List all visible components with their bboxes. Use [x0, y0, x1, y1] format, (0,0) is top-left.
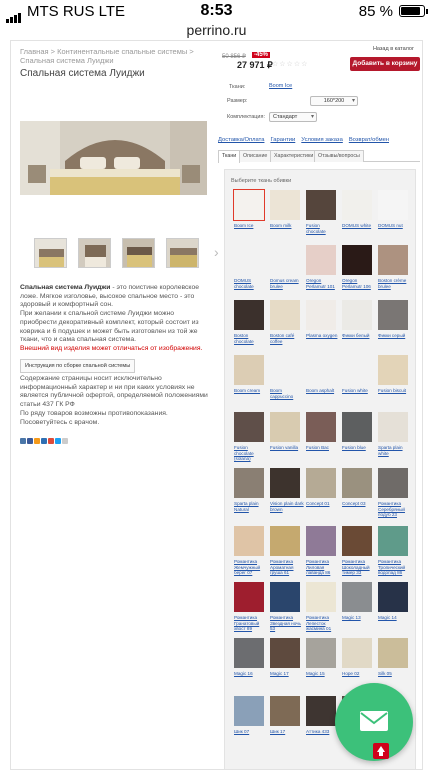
- fabric-swatch[interactable]: [234, 468, 264, 498]
- fabric-swatch[interactable]: [270, 696, 300, 726]
- fabric-swatch-name[interactable]: Шик 17: [270, 729, 286, 734]
- fabric-swatch-name[interactable]: Fusion white: [342, 388, 368, 393]
- product-main-image[interactable]: [20, 121, 207, 195]
- fabric-swatch[interactable]: [234, 190, 264, 220]
- delivery-link[interactable]: Доставка/Оплата: [218, 137, 265, 143]
- fabric-swatch[interactable]: [234, 696, 264, 726]
- fabric-swatch[interactable]: [306, 526, 336, 556]
- fabric-swatch[interactable]: [306, 696, 336, 726]
- fabric-swatch-name[interactable]: Boom cream: [234, 388, 261, 393]
- clock: 8:53: [200, 2, 233, 19]
- vk-icon[interactable]: [20, 438, 26, 444]
- thumbnail-3[interactable]: [122, 238, 155, 268]
- fabric-label: Ткани:: [229, 84, 246, 90]
- battery-level: [401, 7, 420, 15]
- fabric-swatch[interactable]: [306, 245, 336, 275]
- fabric-swatch-name[interactable]: Романтика Жемчужный берег 07: [234, 559, 261, 575]
- fabric-swatch-name[interactable]: Concept 01: [306, 501, 330, 506]
- fabric-swatch[interactable]: [234, 582, 264, 612]
- fabric-swatch[interactable]: [270, 526, 300, 556]
- fabric-swatch[interactable]: [306, 300, 336, 330]
- returns-link[interactable]: Возврат/обмен: [348, 137, 389, 143]
- fabric-swatch-name[interactable]: Boston chocolate: [234, 333, 254, 344]
- rating-stars[interactable]: ☆☆☆☆☆: [272, 61, 309, 68]
- fabric-swatch-name[interactable]: Романтика Звездная ночь 53: [270, 615, 301, 631]
- fabric-swatch-name[interactable]: Boom Ice: [234, 223, 254, 228]
- scroll-to-top-button[interactable]: [373, 743, 389, 759]
- thumbnail-strip: [34, 238, 219, 268]
- size-select[interactable]: 160*200 ▾: [310, 96, 358, 106]
- fabric-swatch[interactable]: [234, 526, 264, 556]
- breadcrumb[interactable]: Главная > Континентальные спальные системы > Спальная система Луиджи: [20, 47, 194, 65]
- fabric-swatch-name[interactable]: Boom cappuccino: [270, 388, 294, 399]
- fabric-swatch-name[interactable]: Vision plain dark brown: [270, 501, 304, 512]
- purchase-column: [215, 41, 423, 770]
- fabric-swatch-name[interactable]: Magic 14: [378, 615, 397, 620]
- fabric-swatch-name[interactable]: Романтика Лепесток жасмина 01: [306, 615, 332, 631]
- twitter-icon[interactable]: [55, 438, 61, 444]
- fabric-swatch-name[interactable]: Романтика Тропический водопад 86: [378, 559, 406, 575]
- fabric-swatch[interactable]: [234, 638, 264, 668]
- page-title: Спальная система Луиджи: [20, 68, 145, 79]
- fabric-swatch[interactable]: [270, 245, 300, 275]
- fabric-swatch-name[interactable]: Magic 13: [342, 615, 361, 620]
- fabric-swatch[interactable]: [378, 245, 408, 275]
- fabric-swatch[interactable]: [306, 355, 336, 385]
- config-label: Комплектация:: [227, 114, 266, 120]
- info-links: [218, 137, 420, 143]
- fabric-swatch[interactable]: [234, 355, 264, 385]
- fabric-swatch-name[interactable]: Фикки серый: [378, 333, 406, 338]
- product-tabs: [218, 149, 420, 162]
- fabric-swatch[interactable]: [378, 638, 408, 668]
- thumbnail-4[interactable]: [166, 238, 199, 268]
- fabric-swatch[interactable]: [270, 355, 300, 385]
- fabric-swatch-name[interactable]: Hope 02: [342, 671, 360, 676]
- fabric-swatch[interactable]: [270, 468, 300, 498]
- legal-notice: Содержание страницы носит исключительно информационный характер и ни при каких условиях не является публичной офертой, определяемой положениями статьи 437 ГК РФ По ряду товаров возможны противопоказания. Посоветуйтесь с врачом.: [20, 375, 208, 426]
- fabric-swatch-name[interactable]: Boston crème brulee: [378, 278, 407, 289]
- tab-specs[interactable]: Характеристики: [270, 150, 317, 162]
- page: [10, 40, 423, 770]
- warranty-link[interactable]: Гарантии: [270, 137, 296, 143]
- chevron-right-icon[interactable]: ›: [214, 244, 219, 260]
- fabric-swatch-name[interactable]: Фикки белый: [342, 333, 370, 338]
- fabric-swatch-name[interactable]: Fusion biscuit: [378, 388, 407, 393]
- fabric-swatch-name[interactable]: Романтика Серебряный подуб 23: [378, 501, 405, 517]
- fabric-swatch[interactable]: [270, 582, 300, 612]
- product-description: [20, 284, 210, 373]
- fabric-swatch[interactable]: [378, 300, 408, 330]
- tab-reviews[interactable]: Отзывы/вопросы: [314, 150, 364, 162]
- envelope-icon: [359, 710, 389, 732]
- description-lead: - это поистине королевское ложе. Мягкое изголовье, высокое спальное место - это здоровый и комфортный сон.: [20, 284, 200, 309]
- google-plus-icon[interactable]: [48, 438, 54, 444]
- config-select[interactable]: Стандарт ▾: [269, 112, 317, 122]
- fabric-swatch-name[interactable]: Magic 16: [234, 671, 253, 676]
- fabric-swatch[interactable]: [234, 412, 264, 442]
- description-body: При желании к спальной системе Луиджи можно приобрести декоративный комплект, который состоит из коврика и 6 подушек и может быть изготовлен из той же ткани, что и сама спальная система.: [20, 310, 199, 344]
- facebook-icon[interactable]: [27, 438, 33, 444]
- fabric-swatch-name[interactable]: Boston café coffee: [270, 333, 295, 344]
- fabric-swatch[interactable]: [306, 412, 336, 442]
- fabric-swatch-name[interactable]: Plasma oxygen: [306, 333, 338, 338]
- tab-fabrics[interactable]: Ткани: [218, 150, 240, 163]
- price: 27 971 ₽: [237, 60, 273, 70]
- fabric-swatch-name[interactable]: DOMUS chocolate: [234, 278, 254, 289]
- carrier-label: MTS RUS LTE: [27, 3, 126, 20]
- fabric-swatch-name[interactable]: Шик 07: [234, 729, 250, 734]
- fabric-swatch-name[interactable]: Романтика Гранатовый хвост 89: [234, 615, 260, 631]
- mail-icon[interactable]: [41, 438, 47, 444]
- fabric-swatch[interactable]: [378, 412, 408, 442]
- fabric-swatch[interactable]: [342, 582, 372, 612]
- fabric-swatch[interactable]: [342, 245, 372, 275]
- product-info-column: [20, 47, 219, 426]
- fabric-swatch[interactable]: [306, 468, 336, 498]
- fabric-swatch[interactable]: [378, 582, 408, 612]
- fabric-swatch-name[interactable]: Аттика 433: [306, 729, 330, 734]
- fabric-swatch[interactable]: [306, 638, 336, 668]
- fabric-swatch-name[interactable]: Fusion chocolate: [306, 223, 326, 234]
- fabric-swatch-name[interactable]: Domus cream brulee: [270, 278, 299, 289]
- thumbnail-2[interactable]: [78, 238, 111, 268]
- fabric-value-link[interactable]: Boom Ice: [269, 83, 293, 89]
- fabric-swatch-name[interactable]: Романтика Лиловая лаванда 86: [306, 559, 331, 575]
- fabric-swatch-name[interactable]: Silk 05: [378, 671, 392, 676]
- status-bar: [0, 0, 433, 22]
- fabric-swatch-name[interactable]: Fusion vanilla: [270, 445, 299, 450]
- fabric-swatch[interactable]: [306, 190, 336, 220]
- fabric-swatch-name[interactable]: DOMUS white: [342, 223, 372, 228]
- fabric-swatch[interactable]: [342, 638, 372, 668]
- fabric-swatch-name[interactable]: Oregon Perlamutr 106: [342, 278, 371, 289]
- fabric-swatch-name[interactable]: Oregon Perlamutr 101: [306, 278, 335, 289]
- fabric-swatch[interactable]: [378, 190, 408, 220]
- fabric-panel: [224, 169, 416, 770]
- fabric-swatch[interactable]: [270, 638, 300, 668]
- fabric-swatch[interactable]: [234, 245, 264, 275]
- fabric-swatch-name[interactable]: Sparta plain Natural: [234, 501, 259, 512]
- fabric-swatch[interactable]: [342, 355, 372, 385]
- size-label: Размер:: [227, 98, 248, 104]
- fabric-swatch-name[interactable]: Fusion Bac: [306, 445, 329, 450]
- old-price: 50 856 ₽: [222, 54, 246, 60]
- fabric-swatch-name[interactable]: Sparta plain white: [378, 445, 403, 456]
- url-bar[interactable]: perrino.ru: [186, 22, 247, 38]
- fabric-swatch[interactable]: [270, 190, 300, 220]
- fabric-swatch[interactable]: [270, 300, 300, 330]
- fabric-swatch-name[interactable]: Романтика Шоколадный тимер 33: [342, 559, 370, 575]
- fabric-swatch[interactable]: [342, 412, 372, 442]
- back-to-catalog-link[interactable]: Назад в каталог: [372, 46, 414, 52]
- fabric-swatch[interactable]: [342, 190, 372, 220]
- fabric-swatch-name[interactable]: Magic 15: [306, 671, 325, 676]
- order-terms-link[interactable]: Условия заказа: [301, 137, 343, 143]
- fabric-swatch-name[interactable]: DOMUS nut: [378, 223, 403, 228]
- fabric-swatch-name[interactable]: Fusion chocolate (solana): [234, 445, 254, 461]
- fabric-swatch[interactable]: [378, 355, 408, 385]
- fabric-swatch-name[interactable]: Романтика Ароматная груша 61: [270, 559, 294, 575]
- odnoklassniki-icon[interactable]: [34, 438, 40, 444]
- share-buttons: [20, 431, 69, 437]
- fabric-swatch[interactable]: [306, 582, 336, 612]
- bedroom-photo: [20, 121, 207, 195]
- fabric-swatch-name[interactable]: Fusion blue: [342, 445, 366, 450]
- assembly-instructions-button[interactable]: Инструкция по сборке спальной системы: [20, 359, 135, 374]
- fabric-swatch[interactable]: [378, 526, 408, 556]
- fabric-swatch[interactable]: [270, 412, 300, 442]
- fabric-swatch-name[interactable]: Boom milk: [270, 223, 292, 228]
- fabric-swatch[interactable]: [378, 468, 408, 498]
- thumbnail-1[interactable]: [34, 238, 67, 268]
- discount-badge: -45%: [254, 52, 269, 58]
- fabric-swatch-name[interactable]: Magic 17: [270, 671, 289, 676]
- battery-icon: [399, 5, 425, 17]
- fabric-swatch[interactable]: [342, 300, 372, 330]
- fabric-swatch-name[interactable]: Boom asphalt: [306, 388, 335, 393]
- appearance-warning: Внешний вид изделия может отличаться от изображения.: [20, 344, 203, 352]
- fabric-swatch[interactable]: [342, 468, 372, 498]
- description-lead-bold: Спальная система Луиджи: [20, 284, 111, 291]
- add-to-cart-button[interactable]: Добавить в корзину: [350, 57, 420, 71]
- fabric-panel-heading: Выберите ткань обивки: [231, 178, 292, 184]
- fabric-swatch-name[interactable]: Concept 03: [342, 501, 366, 506]
- tab-description[interactable]: Описание: [239, 150, 271, 162]
- battery-percent: 85 %: [358, 3, 393, 20]
- fabric-swatch[interactable]: [342, 526, 372, 556]
- more-share-icon[interactable]: [62, 438, 68, 444]
- fabric-swatch[interactable]: [234, 300, 264, 330]
